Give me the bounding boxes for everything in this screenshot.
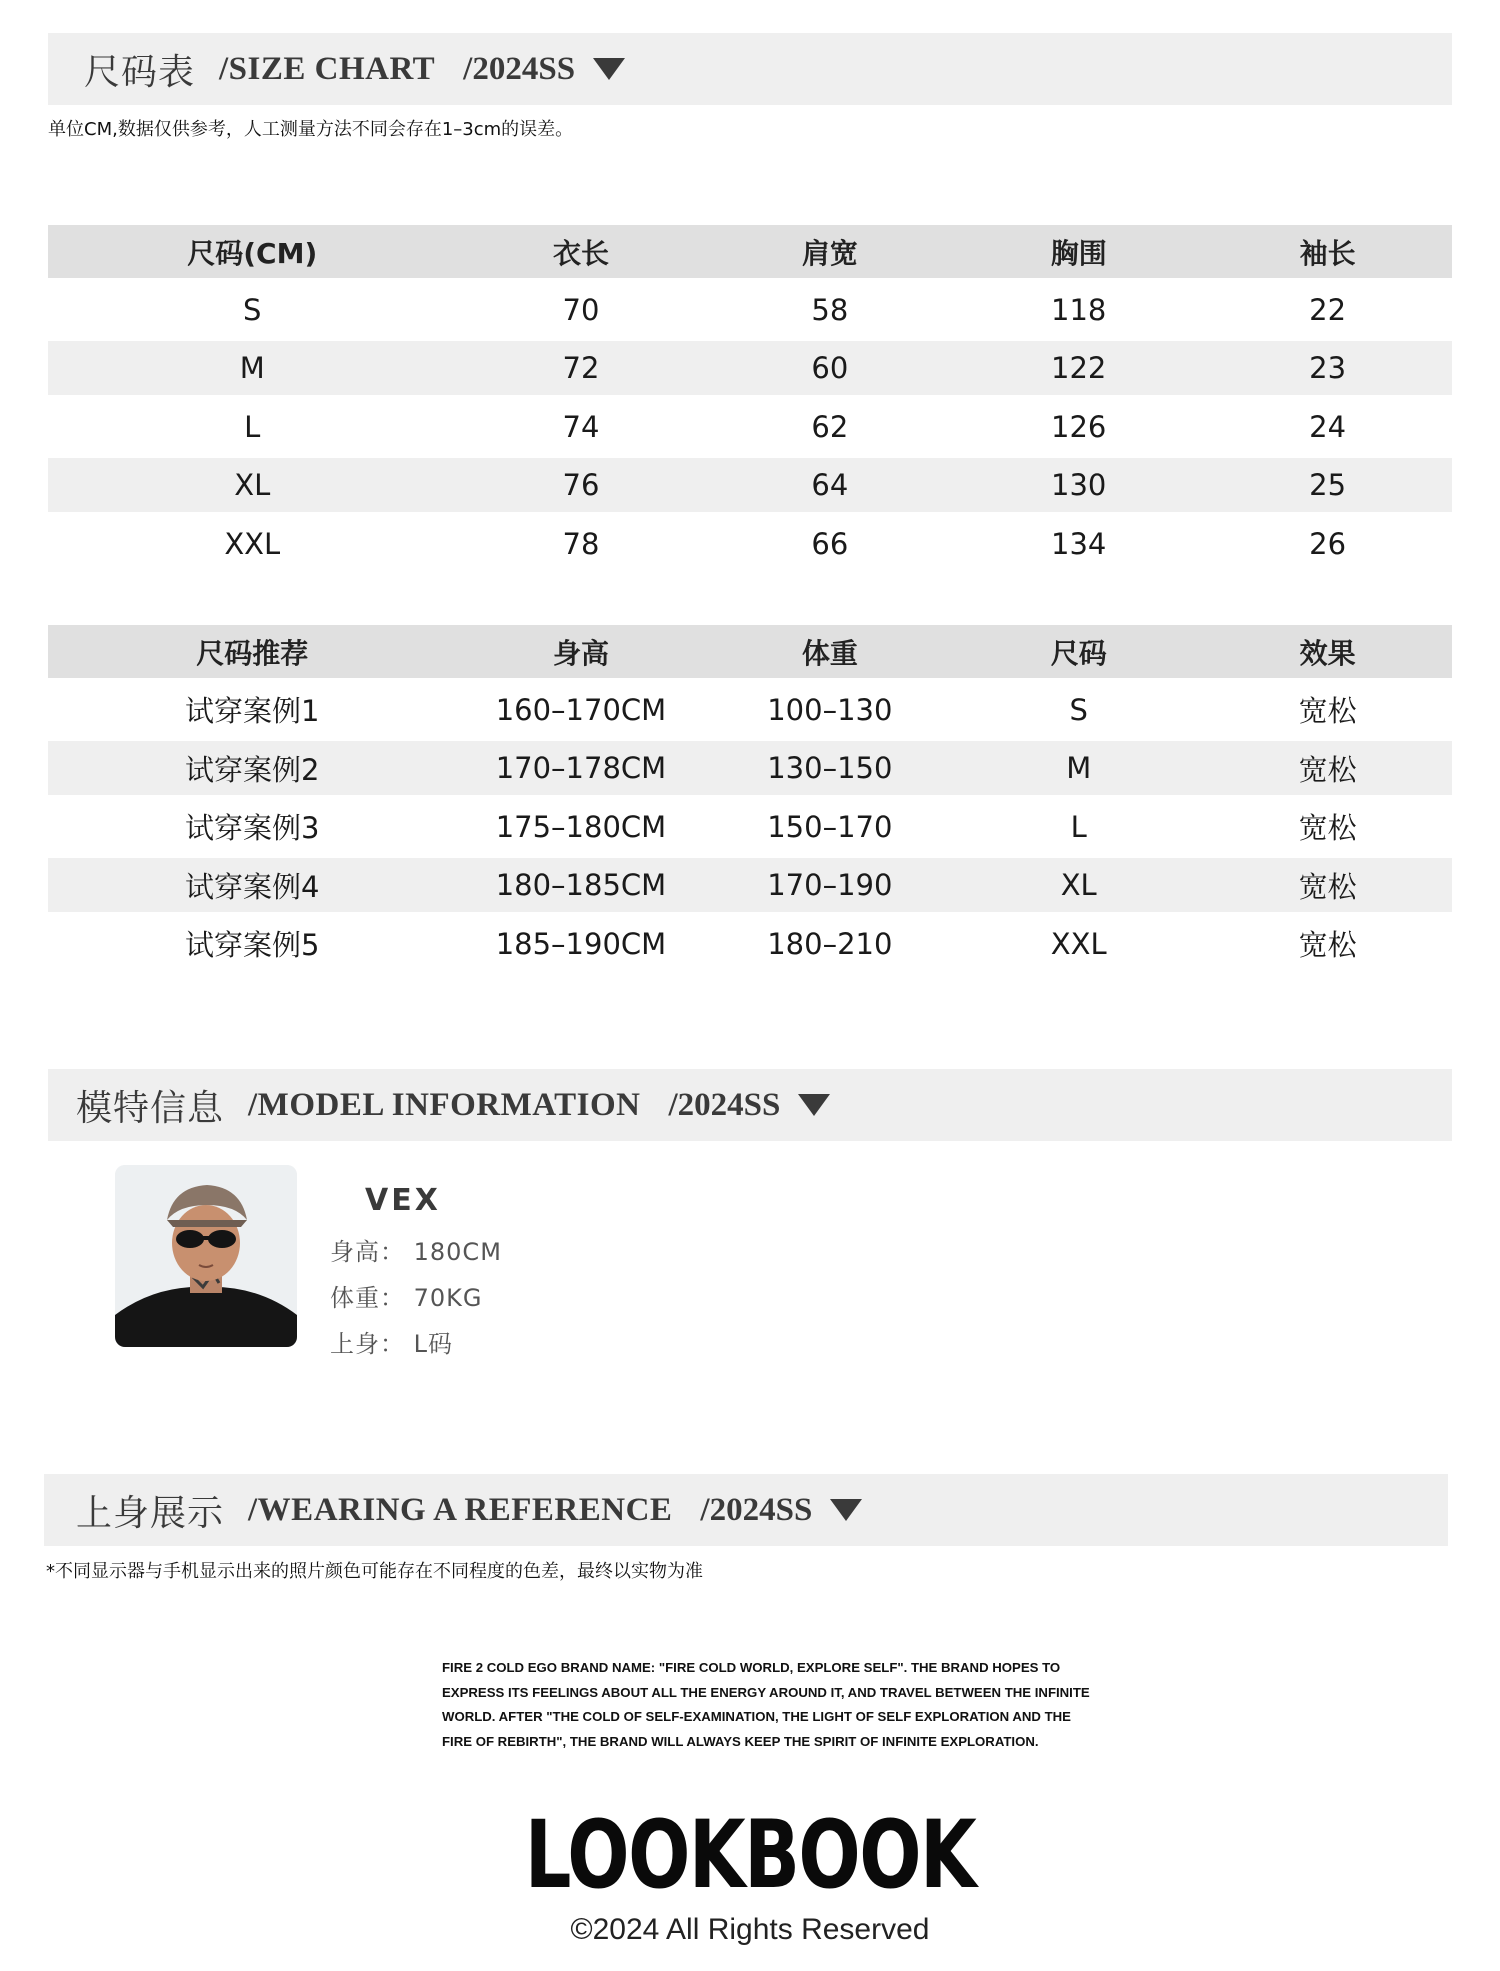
table-cell: 宽松 bbox=[1298, 869, 1357, 904]
copyright: ©2024 All Rights Reserved bbox=[570, 1913, 930, 1946]
table-cell: M bbox=[239, 351, 265, 385]
model-card bbox=[115, 1165, 297, 1347]
size-table-header bbox=[48, 225, 1452, 278]
table-cell: 70 bbox=[562, 292, 600, 327]
table-cell: 60 bbox=[811, 351, 849, 385]
table-row bbox=[48, 795, 1452, 858]
model-info-header bbox=[48, 1069, 1452, 1141]
size-chart-header bbox=[48, 33, 1452, 105]
chest-col-header: 胸围 bbox=[1050, 236, 1107, 270]
table-cell: L bbox=[244, 409, 261, 444]
model-photo bbox=[115, 1165, 297, 1347]
table-cell: S bbox=[243, 292, 262, 327]
table-cell: 宽松 bbox=[1298, 694, 1357, 728]
model-fit: 上身： L码 bbox=[330, 1330, 453, 1358]
wearing-season: /2024SS bbox=[700, 1491, 813, 1528]
table-cell: XL bbox=[234, 468, 271, 502]
table-cell: 23 bbox=[1309, 351, 1347, 385]
table-cell: 180–210 bbox=[767, 926, 893, 961]
table-cell: 100–130 bbox=[767, 692, 893, 727]
table-row bbox=[48, 512, 1452, 575]
table-cell: 185–190CM bbox=[495, 926, 667, 961]
table-cell: 122 bbox=[1051, 351, 1107, 385]
table-cell: 180–185CM bbox=[495, 868, 667, 902]
table-cell: 试穿案例4 bbox=[185, 869, 320, 904]
length-col-header: 衣长 bbox=[552, 236, 609, 270]
size-col-header: 尺码 bbox=[1050, 636, 1107, 670]
table-cell: 22 bbox=[1309, 292, 1347, 327]
table-cell: 134 bbox=[1051, 526, 1107, 561]
wearing-reference-header bbox=[44, 1474, 1448, 1546]
size-chart-note: 单位CM,数据仅供参考，人工测量方法不同会存在1–3cm的误差。 bbox=[48, 119, 574, 140]
shoulder-col-header: 肩宽 bbox=[801, 236, 858, 270]
table-row bbox=[48, 912, 1452, 975]
table-row bbox=[48, 458, 1452, 512]
weight-col-header: 体重 bbox=[801, 636, 858, 670]
table-cell: 试穿案例1 bbox=[185, 694, 320, 728]
size-chart-season: /2024SS bbox=[463, 50, 576, 87]
triangle-down-icon bbox=[593, 58, 625, 80]
sleeve-col-header: 袖长 bbox=[1299, 236, 1356, 270]
size-table bbox=[48, 225, 1452, 575]
lookbook-logo: LOOKBOOK bbox=[524, 1801, 976, 1910]
table-row bbox=[48, 341, 1452, 395]
brand-statement: FIRE 2 COLD EGO BRAND NAME: "FIRE COLD WORLD, EXPLORE SELF". THE BRAND HOPES TO EXPRESS ITS FEELINGS ABOUT ALL THE ENERGY AROUND IT, AND TRAVEL BETWEEN THE INFINITE WORLD. AFTER "THE COLD OF SELF-EXAMINATION, THE LIGHT OF SELF EXPLORATION AND THE FIRE OF REBIRTH", THE BRAND WILL ALWAYS KEEP THE SPIRIT OF INFINITE EXPLORATION. bbox=[442, 1660, 1090, 1749]
recommend-table bbox=[48, 625, 1452, 975]
table-cell: XXL bbox=[224, 526, 281, 561]
table-cell: 58 bbox=[811, 292, 849, 327]
recommend-table-header bbox=[48, 625, 1452, 678]
model-height: 身高： 180CM bbox=[330, 1238, 502, 1266]
table-cell: 试穿案例5 bbox=[185, 928, 320, 962]
size-chart-title-cn: 尺码表 bbox=[84, 51, 196, 93]
table-cell: 64 bbox=[811, 468, 849, 502]
table-cell: 25 bbox=[1309, 468, 1347, 502]
effect-col-header: 效果 bbox=[1299, 636, 1356, 670]
wearing-title-cn: 上身展示 bbox=[76, 1492, 225, 1534]
table-cell: 130–150 bbox=[767, 751, 893, 785]
model-portrait-icon bbox=[115, 1165, 297, 1347]
table-cell: 24 bbox=[1309, 409, 1347, 444]
table-cell: 126 bbox=[1051, 409, 1107, 444]
table-cell: M bbox=[1066, 751, 1092, 785]
table-cell: 76 bbox=[562, 468, 600, 502]
table-cell: 72 bbox=[562, 351, 600, 385]
table-cell: 170–190 bbox=[767, 868, 893, 902]
table-cell: 宽松 bbox=[1298, 928, 1357, 962]
table-cell: 150–170 bbox=[767, 809, 893, 844]
table-cell: 175–180CM bbox=[495, 809, 667, 844]
model-weight: 体重： 70KG bbox=[330, 1284, 483, 1312]
table-cell: 66 bbox=[811, 526, 849, 561]
table-cell: 宽松 bbox=[1298, 752, 1357, 787]
table-cell: 62 bbox=[811, 409, 849, 444]
table-cell: L bbox=[1070, 809, 1087, 844]
size-col-header: 尺码(CM) bbox=[187, 236, 318, 270]
model-name: VEX bbox=[365, 1183, 441, 1218]
table-cell: 78 bbox=[562, 526, 600, 561]
table-row bbox=[48, 395, 1452, 458]
triangle-down-icon bbox=[798, 1094, 830, 1116]
table-cell: 26 bbox=[1309, 526, 1347, 561]
table-cell: 宽松 bbox=[1298, 811, 1357, 845]
size-chart-title-en: /SIZE CHART bbox=[219, 50, 436, 87]
table-cell: 试穿案例2 bbox=[185, 752, 320, 787]
triangle-down-icon bbox=[830, 1499, 862, 1521]
table-row bbox=[48, 741, 1452, 795]
model-info-title-cn: 模特信息 bbox=[76, 1087, 225, 1129]
table-cell: 74 bbox=[562, 409, 600, 444]
table-cell: 160–170CM bbox=[495, 692, 667, 727]
wearing-title-en: /WEARING A REFERENCE bbox=[248, 1491, 673, 1528]
table-row bbox=[48, 278, 1452, 341]
table-cell: S bbox=[1069, 692, 1088, 727]
table-cell: XXL bbox=[1050, 926, 1107, 961]
table-cell: 130 bbox=[1051, 468, 1107, 502]
table-cell: 118 bbox=[1051, 292, 1107, 327]
table-row bbox=[48, 858, 1452, 912]
table-cell: 170–178CM bbox=[495, 751, 667, 785]
table-cell: XL bbox=[1060, 868, 1097, 902]
model-info-season: /2024SS bbox=[668, 1086, 781, 1123]
recommend-col-header: 尺码推荐 bbox=[196, 636, 309, 670]
table-cell: 试穿案例3 bbox=[185, 811, 320, 845]
wearing-note: *不同显示器与手机显示出来的照片颜色可能存在不同程度的色差，最终以实物为准 bbox=[46, 1561, 703, 1582]
height-col-header: 身高 bbox=[552, 636, 609, 670]
model-info-title-en: /MODEL INFORMATION bbox=[248, 1086, 641, 1123]
table-row bbox=[48, 678, 1452, 741]
